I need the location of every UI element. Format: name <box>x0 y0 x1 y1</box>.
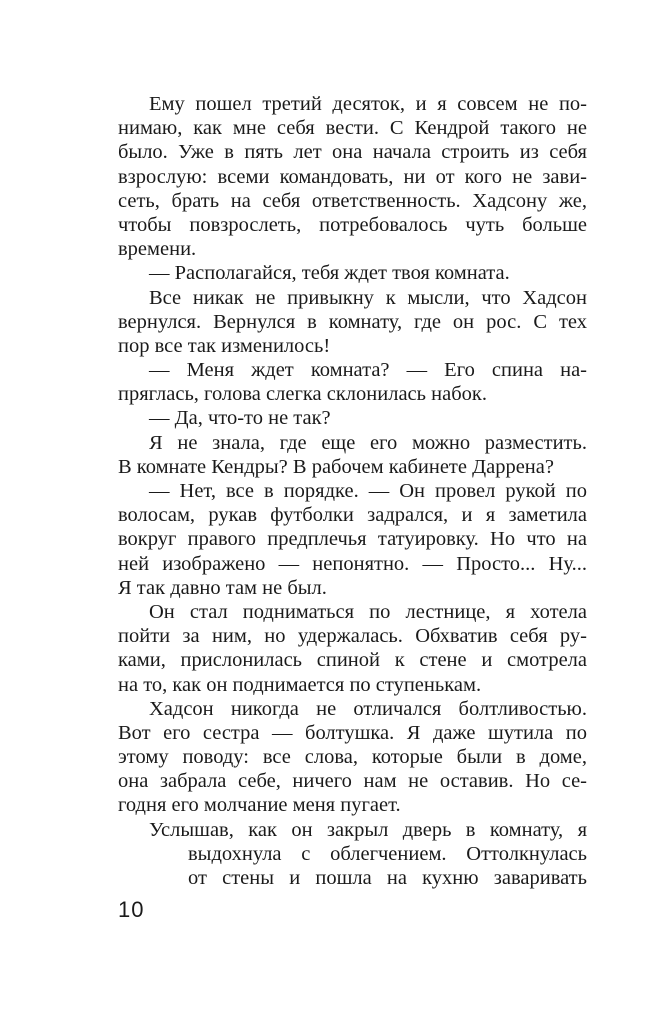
text-line: на то, как он поднимается по ступенькам. <box>118 673 482 696</box>
text-line: Я не знала, где еще его можно разместить. <box>149 431 587 454</box>
text-line: Я так давно там не был. <box>118 576 327 599</box>
text-line: ками, прислонилась спиной к стене и смотрела <box>118 649 587 672</box>
text-line: В комнате Кендры? В рабочем кабинете Даррена? <box>118 455 554 478</box>
text-line: — Меня ждет комната? — Его спина на- <box>149 359 587 382</box>
page-number: 10 <box>118 897 145 922</box>
body-text <box>118 92 587 890</box>
text-line: пор все так изменилось! <box>118 334 331 357</box>
text-line: — Располагайся, тебя ждет твоя комната. <box>149 262 510 285</box>
text-line: — Да, что-то не так? <box>149 407 331 430</box>
text-line: этому поводу: все слова, которые были в доме, <box>118 746 587 769</box>
text-line: нимаю, как мне себя вести. С Кендрой такого не <box>118 117 587 140</box>
text-line: времени. <box>118 238 197 261</box>
text-line: годня его молчание меня пугает. <box>118 794 401 817</box>
text-line: вокруг правого предплечья татуировку. Но что на <box>118 528 587 551</box>
text-line: Вот его сестра — болтушка. Я даже шутила по <box>118 721 587 744</box>
text-line: выдохнула с облегчением. Оттолкнулась <box>188 842 587 865</box>
text-line: Все никак не привыкну к мысли, что Хадсон <box>149 286 587 309</box>
text-line: взрослую: всеми командовать, ни от кого не зави- <box>118 165 587 188</box>
text-line: пряглась, голова слегка склонилась набок. <box>118 383 487 406</box>
text-line: от стены и пошла на кухню заваривать <box>188 867 587 889</box>
text-line: было. Уже в пять лет она начала строить из себя <box>118 141 587 164</box>
text-line: Он стал подниматься по лестнице, я хотела <box>149 600 587 623</box>
text-line: вернулся. Вернулся в комнату, где он рос. С тех <box>118 310 587 333</box>
text-line: Ему пошел третий десяток, и я совсем не по- <box>149 93 587 115</box>
text-line: Хадсон никогда не отличался болтливостью. <box>149 697 587 720</box>
text-line: ней изображено — непонятно. — Просто... Ну... <box>118 552 587 575</box>
text-line: она забрала себе, ничего нам не оставив. Но се- <box>118 770 587 793</box>
text-line: пойти за ним, но удержалась. Обхватив себя ру- <box>118 625 587 648</box>
text-line: — Нет, все в порядке. — Он провел рукой по <box>149 480 587 502</box>
text-line: волосам, рукав футболки задрался, и я заметила <box>118 504 587 527</box>
text-line: сеть, брать на себя ответственность. Хадсону же, <box>118 189 587 212</box>
text-line: Услышав, как он закрыл дверь в комнату, я <box>149 818 587 841</box>
text-line: чтобы повзрослеть, потребовалось чуть больше <box>118 213 587 236</box>
